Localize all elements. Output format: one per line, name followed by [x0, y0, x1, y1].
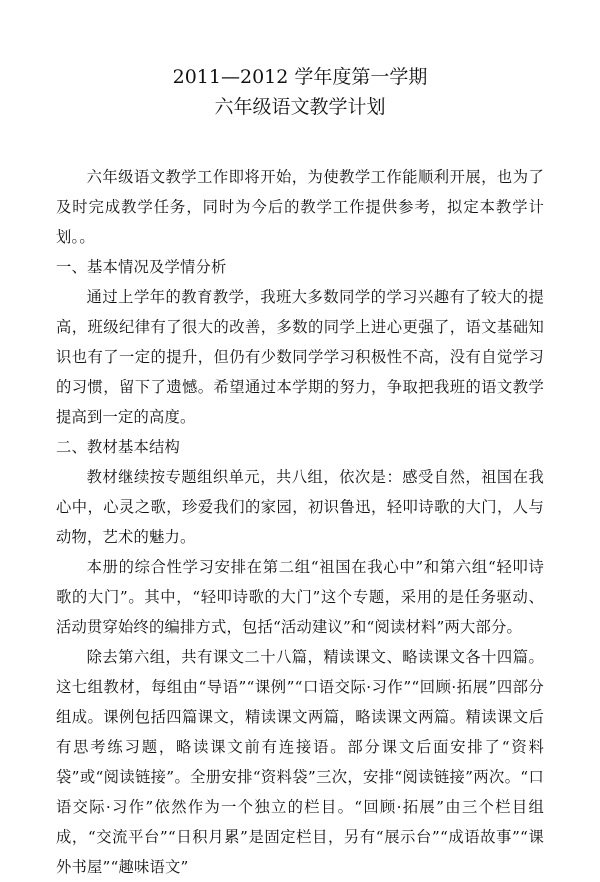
section2-paragraph-1: 教材继续按专题组织单元，共八组，依次是：感受自然，祖国在我心中，心灵之歌，珍爱我们的家园，初识鲁迅，轻叩诗歌的大门，人与动物，艺术的魅力。 [56, 468, 544, 546]
intro-paragraph: 六年级语文教学工作即将开始，为使教学工作能顺利开展，也为了及时完成教学任务，同时为今后的教学工作提供参考，拟定本教学计划。。 [56, 168, 544, 246]
section1-heading: 一、基本情况及学情分析 [56, 258, 227, 276]
document-title-term: 2011—2012 学年度第一学期 [172, 66, 428, 88]
section2-heading: 二、教材基本结构 [56, 438, 180, 456]
section2-paragraph-2: 本册的综合性学习安排在第二组“祖国在我心中”和第六组“轻叩诗歌的大门”。其中，“轻叩诗歌的大门”这个专题，采用的是任务驱动、活动贯穿始终的编排方式，包括“活动建议”和“阅读材料”两大部分。 [56, 558, 544, 636]
section1-paragraph: 通过上学年的教育教学，我班大多数同学的学习兴趣有了较大的提高，班级纪律有了很大的改善，多数的同学上进心更强了，语文基础知识也有了一定的提升，但仍有少数同学学习积极性不高，没有自觉学习的习惯，留下了遗憾。希望通过本学期的努力，争取把我班的语文教学提高到一定的高度。 [56, 288, 544, 426]
document-title-plan: 六年级语文教学计划 [214, 96, 386, 118]
section2-paragraph-3: 除去第六组，共有课文二十八篇，精读课文、略读课文各十四篇。这七组教材，每组由“导语”“课例”“口语交际·习作”“回顾·拓展”四部分组成。课例包括四篇课文，精读课文两篇，略读课文两篇。精读课文后有思考练习题，略读课文前有连接语。部分课文后面安排了“资料袋”或“阅读链接”。全册安排“资料袋”三次，安排“阅读链接”两次。“口语交际·习作”依然作为一个独立的栏目。“回顾·拓展”由三个栏目组成，“交流平台”“日积月累”是固定栏目，另有“展示台”“成语故事”“课外书屋”“趣味语文” [56, 648, 544, 876]
